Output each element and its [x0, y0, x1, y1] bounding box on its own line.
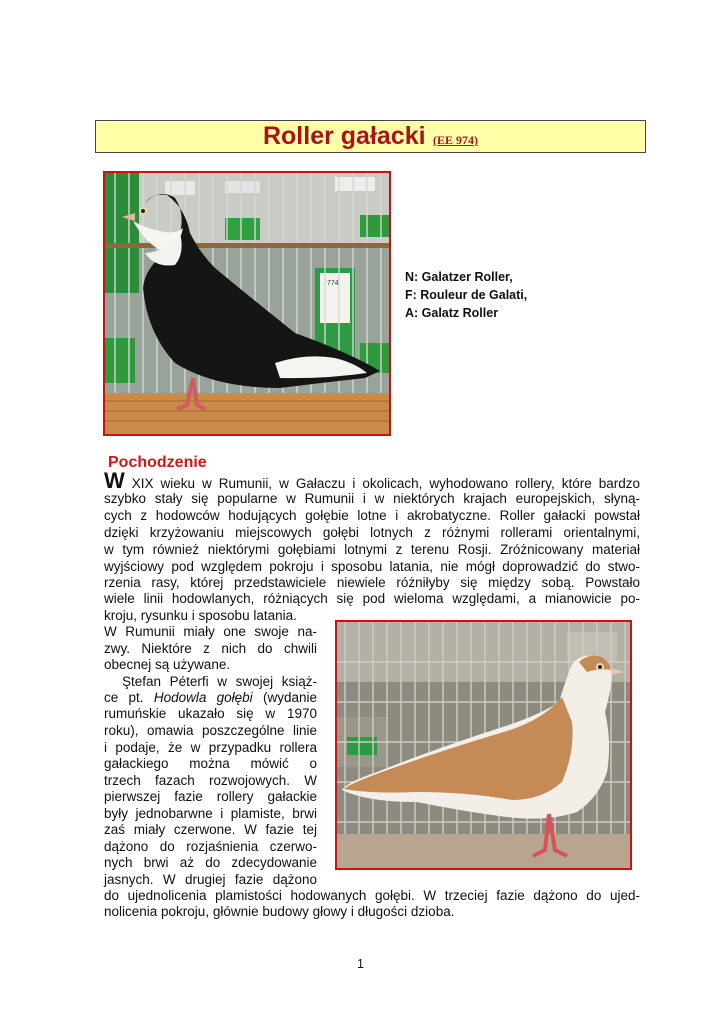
body-line: gałackiego można mówić o [104, 756, 317, 771]
body-line: trzech fazach rozwojowych. W [104, 773, 317, 788]
book-title: Hodowla gołębi [153, 690, 253, 705]
body-line: zaś miały czerwone. W fazie tej [104, 822, 317, 837]
body-line: dążono do rozjaśnienia czerwo- [104, 839, 317, 854]
drop-cap: W [104, 468, 125, 493]
body-line: dzięki krzyżowaniu miejscowych gołębi lotnych z różnymi rollerami orientalnymi, [104, 525, 640, 540]
body-line: pierwszej fazie rollery gałackie [104, 789, 317, 804]
title-box [95, 120, 646, 153]
body-line: w tym również niektórymi gołębiami lotnymi z terenu Rosji. Zróżnicowany materiał [104, 542, 640, 557]
cage-label: 774 [327, 280, 339, 287]
body-line: kroju, rysunku i sposobu latania. [104, 608, 297, 623]
body-line: cych z hodowców hodujących gołębie lotne i akrobatyczne. Roller gałacki powstał [104, 508, 640, 523]
page-title: Roller gałacki [262, 122, 426, 150]
section-heading: Pochodzenie [108, 454, 207, 471]
body-line: ce pt. Hodowla gołębi (wydanie [104, 690, 317, 705]
name-french: F: Rouleur de Galati, [405, 288, 528, 302]
body-line: nych brwi aż do zdecydowanie [104, 855, 317, 870]
body-line: rumuńskie ukazało się w 1970 [104, 706, 317, 721]
name-german: N: Galatzer Roller, [405, 270, 513, 284]
body-line: W XIX wieku w Rumunii, w Gałaczu i okolicach, wyhodowano rollery, które bardzo [104, 468, 640, 493]
body-line: nolicenia pokroju, głównie budowy głowy i długości dzioba. [104, 904, 455, 919]
photo-red-pigeon [335, 620, 632, 870]
body-line: wiele linii hodowlanych, różniących się pod wieloma względami, a mianowicie po- [104, 591, 640, 606]
body-line: jasnych. W drugiej fazie dążono [104, 872, 317, 887]
breed-code: (EE 974) [433, 133, 479, 147]
body-line: roku), omawia poszczególne linie [104, 723, 317, 738]
body-line: do ujednolicenia plamistości hodowanych gołębi. W trzeciej fazie dążono do ujed- [104, 888, 640, 903]
photo-black-pigeon [103, 171, 391, 436]
body-line: W Rumunii miały one swoje na- [104, 624, 317, 639]
foreign-names [405, 268, 527, 322]
body-line: były jednobarwne i plamiste, brwi [104, 806, 317, 821]
body-line: i podaje, że w przypadku rollera [104, 740, 317, 755]
body-line: szybko stały się popularne w Rumunii i w niektórych krajach europejskich, słyną- [104, 491, 640, 506]
body-line: obecnej są używane. [104, 657, 231, 672]
page-number: 1 [357, 957, 364, 971]
name-english: A: Galatz Roller [405, 306, 499, 320]
body-line: zwy. Niektóre z nich do chwili [104, 641, 317, 656]
body-line: rzenia rasy, której przedstawiciele niewiele różniłyby się między sobą. Powstało [104, 575, 640, 590]
body-line: Ştefan Péterfi w swojej książ- [122, 674, 317, 689]
body-line: wyjściowy pod względem pokroju i sposobu latania, nie mógł doprowadzić do stwo- [104, 559, 640, 574]
